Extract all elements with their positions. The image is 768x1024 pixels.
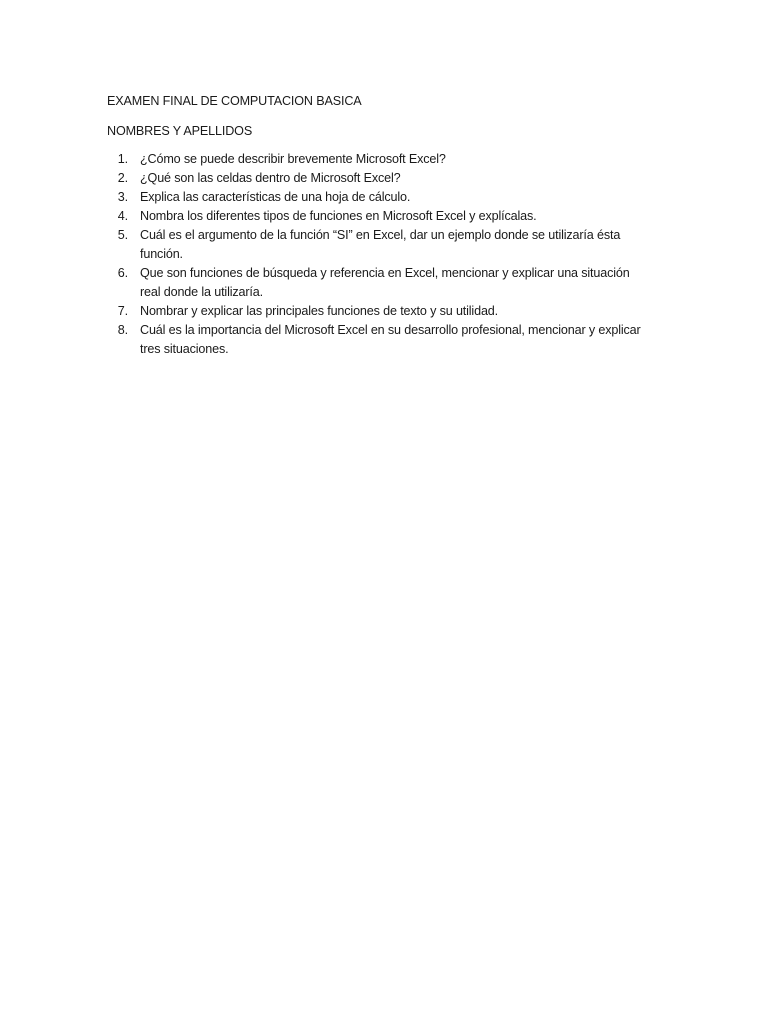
question-number: 2. bbox=[117, 171, 128, 185]
question-number: 4. bbox=[117, 209, 128, 223]
question-item bbox=[107, 169, 667, 188]
question-item bbox=[107, 302, 667, 321]
question-text: ¿Cómo se puede describir brevemente Microsoft Excel? bbox=[140, 152, 446, 166]
question-text: Cuál es la importancia del Microsoft Excel en su desarrollo profesional, mencionar y explicar tres situaciones. bbox=[140, 323, 641, 356]
question-number: 5. bbox=[117, 228, 128, 242]
question-number: 3. bbox=[117, 190, 128, 204]
question-item bbox=[107, 188, 667, 207]
question-number: 8. bbox=[117, 323, 128, 337]
document-body bbox=[107, 92, 667, 359]
question-item bbox=[107, 321, 667, 359]
question-text: Nombrar y explicar las principales funciones de texto y su utilidad. bbox=[140, 304, 498, 318]
question-list bbox=[107, 150, 667, 359]
question-item bbox=[107, 226, 667, 264]
question-text: ¿Qué son las celdas dentro de Microsoft Excel? bbox=[140, 171, 401, 185]
question-text: Que son funciones de búsqueda y referencia en Excel, mencionar y explicar una situación real donde la utilizaría. bbox=[140, 266, 630, 299]
question-number: 1. bbox=[117, 152, 128, 166]
question-text: Explica las características de una hoja de cálculo. bbox=[140, 190, 411, 204]
question-number: 6. bbox=[117, 266, 128, 280]
question-item bbox=[107, 264, 667, 302]
question-text: Nombra los diferentes tipos de funciones en Microsoft Excel y explícalas. bbox=[140, 209, 537, 223]
question-item bbox=[107, 207, 667, 226]
exam-title: EXAMEN FINAL DE COMPUTACION BASICA bbox=[107, 94, 362, 108]
names-field-label: NOMBRES Y APELLIDOS bbox=[107, 124, 253, 138]
question-item bbox=[107, 150, 667, 169]
question-text: Cuál es el argumento de la función “SI” en Excel, dar un ejemplo donde se utilizaría ésta función. bbox=[140, 228, 621, 261]
question-number: 7. bbox=[117, 304, 128, 318]
